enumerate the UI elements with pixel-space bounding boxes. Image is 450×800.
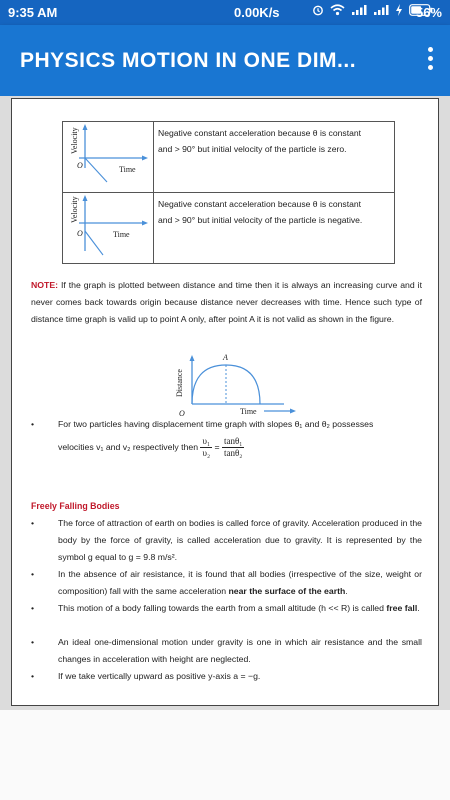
bullet-text: velocities v₁ and v₂ respectively then xyxy=(58,441,199,452)
app-title: PHYSICS MOTION IN ONE DIM... xyxy=(20,49,357,72)
status-time: 9:35 AM xyxy=(8,5,58,20)
description-line: and > 90° but initial velocity of the particle is zero. xyxy=(158,144,347,154)
description-line: Negative constant acceleration because θ is constant xyxy=(158,128,362,138)
figure-origin: O xyxy=(179,409,185,418)
bullet-icon: • xyxy=(31,603,35,613)
bullet-text: This motion of a body falling towards the earth from a small altitude (h << R) is called xyxy=(58,603,387,613)
description-line: Negative constant acceleration because θ is constant xyxy=(158,199,362,209)
tan-ratio: $\frac{\text{tanθ₁}}{\text{tanθ₂}}$ xyxy=(224,436,243,458)
table-row xyxy=(63,122,395,193)
graph-xlabel: Time xyxy=(113,230,130,239)
table-row xyxy=(63,193,395,264)
note-paragraph xyxy=(31,277,422,328)
bullet-icon: • xyxy=(31,569,35,579)
wifi-icon xyxy=(330,4,345,19)
signal-icon xyxy=(351,4,367,19)
note-text: If the graph is plotted between distance and time then it is always an increasing curve and it never comes back towards origin because distance never decreases with time. Hence such type of distance time graph is valid up to point A only, after point A it is not valid as shown in the figure. xyxy=(31,280,422,324)
bullet-text: The force of attraction of earth on bodies is called force of gravity. Acceleration produced in the body by the force of gravity, is called acceleration due to gravity. It is represented by the symbol g equal to g = 9.8 m/s². xyxy=(58,518,422,562)
more-options-icon[interactable] xyxy=(424,47,436,75)
graph-ylabel: Velocity xyxy=(70,196,79,223)
graph-origin: O xyxy=(77,229,83,238)
bullet-bold-text: near the surface of the earth xyxy=(228,586,346,596)
equals-sign: = xyxy=(214,441,220,452)
graph-xlabel: Time xyxy=(119,165,136,174)
document-viewer[interactable] xyxy=(0,96,450,710)
note-label: NOTE: xyxy=(31,280,59,290)
network-speed: 0.00K/s xyxy=(234,5,280,20)
bullet-text: For two particles having displacement time graph with slopes θ₁ and θ₂ possesses xyxy=(58,419,374,429)
status-bar xyxy=(0,0,450,25)
figure-ylabel: Distance xyxy=(175,369,184,397)
bullet-text: An ideal one-dimensional motion under gravity is one in which air resistance and the small changes in acceleration with height are neglected. xyxy=(58,637,422,664)
status-icons xyxy=(312,4,433,19)
document-page: Velocity O Time Negative constant acceleration because θ is constant and > 90° but initial velocity of the particle is zero. Velocity O Time Negative constant acceleration because θ is constant and > 90° but initial velocity of the particle is negative. NOTE: If the graph is plotted between distance and time then it is always an increasing curve and it never comes back towards origin because distance never decreases with time. Hence such type of distance time graph is valid up to point A only, after point A it is not valid as shown in the figure. Distance A O Time • For two particles having displacement time graph with slopes θ₁ and θ₂ possesses velocities v₁ and v₂ respectively then $\frac{\text{υ₁}}{\text{υ₂}}$ = $\frac{\text{tanθ₁}}{\text{tanθ₂}}$ Freely Falling Bodies • The force of attraction of earth on bodies is called force of gravity. Acceleration produced in the body by the force of gravity, is called acceleration due to gravity. It is represented by the symbol g equal to g = 9.8 m/s². • In the absence of air resistance, it is found that all bodies (irrespective of the size, weight or composition) fall with the same acceleration near the surface of the earth. • This motion of a body falling towards the earth from a small altitude (h << R) is called free fall. • An ideal one-dimensional motion under gravity is one in which air resistance and the small changes in acceleration with height are neglected. • If we take vertically upward as positive y-axis a = −g. xyxy=(11,98,439,706)
svg-text:Time: Time xyxy=(240,407,257,416)
bottom-blank-area xyxy=(0,710,450,800)
graph-origin: O xyxy=(77,161,83,170)
bullet-bold-text: free fall xyxy=(386,603,418,613)
velocity-time-table xyxy=(62,121,395,264)
bullet-icon: • xyxy=(31,518,35,528)
alarm-icon xyxy=(312,4,324,19)
app-bar xyxy=(0,25,450,96)
table-cell-description xyxy=(154,122,395,193)
velocity-time-graph xyxy=(63,193,154,264)
description-line: and > 90° but initial velocity of the particle is negative. xyxy=(158,215,363,225)
battery-percent: 56% xyxy=(415,5,442,20)
section-title: Freely Falling Bodies xyxy=(31,501,120,511)
bullet-text: If we take vertically upward as positive y-axis a = −g. xyxy=(58,671,261,681)
bullet-icon: • xyxy=(31,637,35,647)
charging-icon xyxy=(395,4,403,19)
bullet-icon: • xyxy=(31,671,35,681)
velocity-time-graph xyxy=(63,122,154,193)
figure-point-label: A xyxy=(223,353,228,362)
velocity-ratio: $\frac{\text{υ₁}}{\text{υ₂}}$ xyxy=(202,436,211,458)
graph-ylabel: Velocity xyxy=(70,127,79,154)
signal-icon-2 xyxy=(373,4,389,19)
table-cell-description xyxy=(154,193,395,264)
bullet-icon: • xyxy=(31,419,35,429)
bullet-text: In the absence of air resistance, it is found that all bodies (irrespective of the size, weight or composition) fall with the same acceleration xyxy=(58,569,422,596)
